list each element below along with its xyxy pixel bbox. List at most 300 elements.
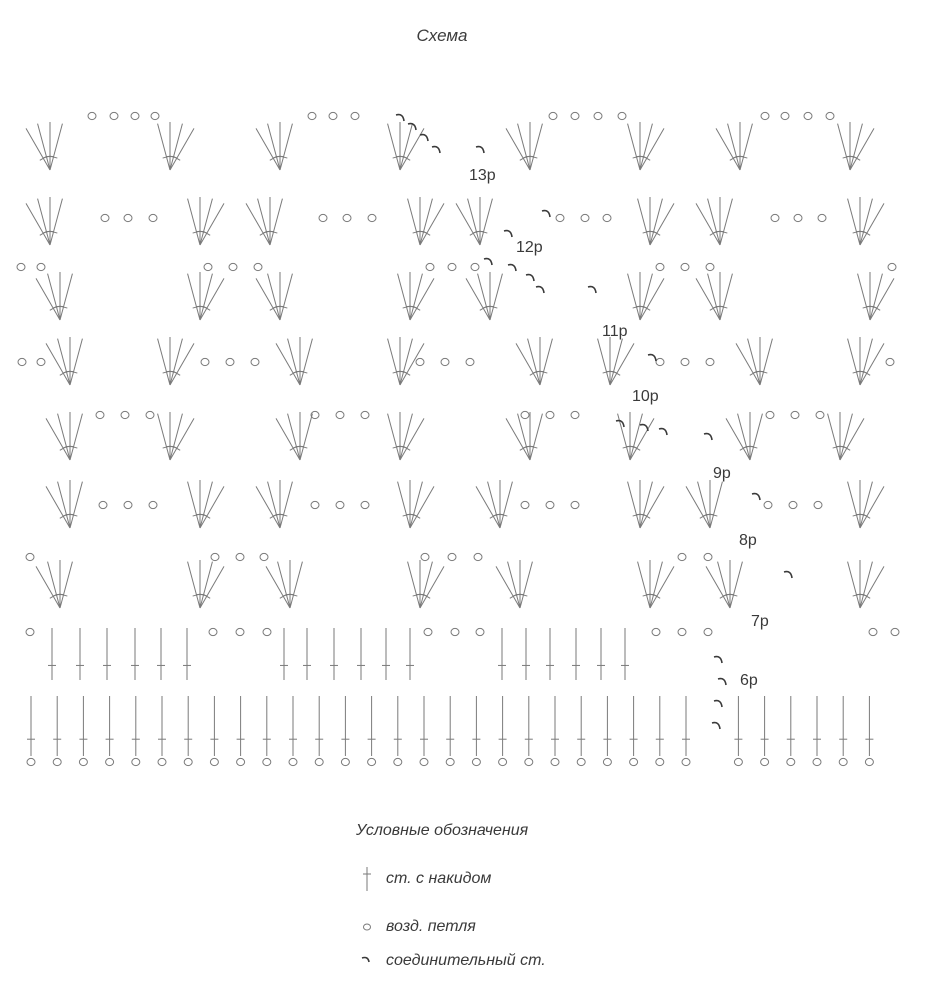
double-crochet-mark [628,124,640,170]
chain-loop-mark [581,214,589,221]
double-crochet-mark [530,414,542,460]
double-crochet-tick [203,306,210,310]
double-crochet-mark [850,128,874,170]
chain-loop-mark [814,501,822,508]
slip-stitch-mark [784,572,792,578]
double-crochet-mark [630,414,642,460]
chain-loop-mark [319,214,327,221]
double-crochet-mark [496,566,520,608]
legend-item-chain [354,914,476,940]
double-crochet-mark [200,486,224,528]
double-crochet-mark [200,274,212,320]
chain-loop-mark [311,501,319,508]
double-crochet-mark [456,203,480,245]
double-crochet-mark [650,203,674,245]
double-crochet-mark [860,482,872,528]
double-crochet-mark [750,414,762,460]
double-crochet-mark [280,482,292,528]
chain-loop-mark [441,358,449,365]
chain-loop-mark [368,758,376,765]
double-crochet-tick [643,306,650,310]
double-crochet-mark [188,274,200,320]
double-crochet-mark [520,562,532,608]
double-crochet-mark [860,199,872,245]
slip-stitch-mark [714,657,722,663]
chain-loop-mark [816,411,824,418]
chain-loop-mark [132,758,140,765]
double-crochet-mark [200,278,224,320]
double-crochet-tick [423,594,430,598]
slip-stitch-mark [484,259,492,265]
chain-loop-mark [804,112,812,119]
chain-loop-mark [124,214,132,221]
chain-loop-mark [110,112,118,119]
double-crochet-mark [200,199,212,245]
chain-loop-mark [236,628,244,635]
legend-label-chain: возд. петля [386,918,476,935]
chain-loop-mark [421,553,429,560]
chain-loop-mark [706,263,714,270]
chain-loop-mark [682,758,690,765]
chain-loop-mark [603,758,611,765]
double-crochet-tick [413,514,420,518]
double-crochet-tick [863,371,870,375]
row-label-7: 7р [751,613,769,630]
chain-loop-mark [88,112,96,119]
double-crochet-tick [873,306,880,310]
double-crochet-tick [613,371,620,375]
double-crochet-mark [686,486,710,528]
chain-loop-mark [226,358,234,365]
chain-loop-mark [451,628,459,635]
chain-loop-mark [678,553,686,560]
double-crochet-mark [398,274,410,320]
chain-loop-mark [546,411,554,418]
chain-loop-mark [551,758,559,765]
chain-loop-mark [37,358,45,365]
chain-loop-mark [229,263,237,270]
chain-loop-mark [781,112,789,119]
double-crochet-mark [398,482,410,528]
double-crochet-mark [540,339,552,385]
double-crochet-mark [170,339,182,385]
double-crochet-mark [840,418,864,460]
chain-loop-mark [315,758,323,765]
chain-loop-mark [101,214,109,221]
double-crochet-mark [50,124,62,170]
chain-loop-mark [656,358,664,365]
double-crochet-tick [633,446,640,450]
double-crochet-mark [410,274,422,320]
chain-loop-mark [131,112,139,119]
double-crochet-mark [740,124,752,170]
double-crochet-mark [488,482,500,528]
double-crochet-mark [610,339,622,385]
double-crochet-tick [413,306,420,310]
chain-loop-mark [361,501,369,508]
row-label-10: 10р [632,388,659,405]
diagram-title: Схема [416,26,468,45]
chain-loop-icon [354,914,380,940]
slip-stitch-mark [648,355,656,361]
slip-stitch-mark [526,275,534,281]
chain-loop-mark [704,553,712,560]
slip-stitch-mark [396,115,404,121]
chain-loop-mark [794,214,802,221]
double-crochet-mark [276,343,300,385]
double-crochet-mark [640,274,652,320]
chain-loop-mark [96,411,104,418]
double-crochet-mark [158,339,170,385]
double-crochet-mark [860,203,884,245]
double-crochet-mark [256,486,280,528]
double-crochet-mark [760,339,772,385]
chain-loop-mark [184,758,192,765]
double-crochet-mark [518,124,530,170]
double-crochet-mark [508,562,520,608]
chain-loop-mark [368,214,376,221]
double-crochet-tick [643,156,650,160]
double-crochet-mark [258,199,270,245]
legend-item-slip-stitch [354,948,546,974]
double-crochet-mark [848,339,860,385]
chain-loop-mark [603,214,611,221]
slip-stitch-mark [659,429,667,435]
double-crochet-mark [50,199,62,245]
double-crochet-mark [696,278,720,320]
double-crochet-mark [466,278,490,320]
double-crochet-tick [853,156,860,160]
chain-loop-mark [53,758,61,765]
double-crochet-mark [726,418,750,460]
double-crochet-mark [848,482,860,528]
double-crochet-mark [268,274,280,320]
chain-loop-mark [18,358,26,365]
double-crochet-mark [628,274,640,320]
chain-loop-mark [656,758,664,765]
double-crochet-mark [848,562,860,608]
chain-loop-mark [818,214,826,221]
double-crochet-mark [158,124,170,170]
double-crochet-mark [188,482,200,528]
chain-loop-mark [260,553,268,560]
double-crochet-tick [173,156,180,160]
double-crochet-mark [288,414,300,460]
chain-loop-mark [571,411,579,418]
double-crochet-mark [400,343,424,385]
double-crochet-mark [530,124,542,170]
chain-loop-mark [210,758,218,765]
double-crochet-mark [270,199,282,245]
double-crochet-tick [403,371,410,375]
chain-loop-mark [211,553,219,560]
double-crochet-mark [858,274,870,320]
double-crochet-mark [860,566,884,608]
double-crochet-mark [706,566,730,608]
double-crochet-mark [58,482,70,528]
double-crochet-mark [490,274,502,320]
double-crochet-mark [400,124,412,170]
chain-loop-mark [869,628,877,635]
chain-loop-mark [466,358,474,365]
chain-loop-mark [571,501,579,508]
double-crochet-mark [60,274,72,320]
double-crochet-mark [870,274,882,320]
double-crochet-mark [48,274,60,320]
chain-loop-mark [630,758,638,765]
double-crochet-mark [58,414,70,460]
double-crochet-mark [388,414,400,460]
chain-loop-mark [263,758,271,765]
double-crochet-mark [720,274,732,320]
chain-loop-mark [201,358,209,365]
double-crochet-mark [720,199,732,245]
double-crochet-mark [266,566,290,608]
double-crochet-mark [840,414,852,460]
double-crochet-tick [423,231,430,235]
slip-stitch-mark [432,147,440,153]
double-crochet-mark [170,414,182,460]
double-crochet-mark [48,562,60,608]
double-crochet-mark [188,562,200,608]
chain-loop-mark [420,758,428,765]
chain-loop-mark [839,758,847,765]
double-crochet-mark [860,562,872,608]
chain-loop-mark [448,553,456,560]
chain-loop-mark [151,112,159,119]
double-crochet-tick [863,594,870,598]
double-crochet-mark [408,562,420,608]
chain-loop-mark [79,758,87,765]
double-crochet-mark [728,124,740,170]
double-crochet-mark [38,199,50,245]
chain-loop-mark [37,263,45,270]
chain-loop-mark [336,411,344,418]
double-crochet-mark [46,343,70,385]
chain-loop-mark [681,358,689,365]
double-crochet-mark [170,343,194,385]
slip-stitch-mark [504,231,512,237]
double-crochet-mark [200,566,224,608]
double-crochet-mark [850,124,862,170]
double-crochet-mark [528,339,540,385]
chain-loop-mark [341,758,349,765]
double-crochet-mark [480,199,492,245]
double-crochet-mark [708,199,720,245]
chain-loop-mark [251,358,259,365]
chain-loop-mark [26,553,34,560]
chain-loop-mark [416,358,424,365]
row-label-13: 13р [469,167,496,184]
double-crochet-mark [46,418,70,460]
double-crochet-mark [848,199,860,245]
double-crochet-mark [650,199,662,245]
row-label-6: 6р [740,672,758,689]
double-crochet-mark [506,128,530,170]
chain-loop-mark [394,758,402,765]
slip-stitch-mark [712,723,720,729]
slip-stitch-mark [714,701,722,707]
double-crochet-mark [698,482,710,528]
double-crochet-mark [738,414,750,460]
chain-loop-mark [471,263,479,270]
double-crochet-mark [280,124,292,170]
chain-loop-mark [766,411,774,418]
double-crochet-mark [420,566,444,608]
double-crochet-mark [420,199,432,245]
chain-loop-mark [26,628,34,635]
double-crochet-mark [36,278,60,320]
double-crochet-mark [716,128,740,170]
double-crochet-tick [863,231,870,235]
chain-loop-mark [308,112,316,119]
double-crochet-mark [696,203,720,245]
slip-stitch-mark [420,135,428,141]
double-crochet-mark [170,418,194,460]
chain-loop-mark [424,628,432,635]
chain-loop-mark [254,263,262,270]
chain-loop-mark [789,501,797,508]
double-crochet-mark [518,414,530,460]
chain-loop-mark [124,501,132,508]
double-crochet-mark [38,124,50,170]
slip-stitch-icon [354,948,380,974]
chain-loop-mark [521,501,529,508]
double-crochet-mark [400,418,424,460]
chain-loop-mark [329,112,337,119]
chain-loop-mark [446,758,454,765]
double-crochet-tick [653,231,660,235]
row-label-9: 9р [713,465,731,482]
double-crochet-tick [173,446,180,450]
row-label-11: 11р [602,323,628,340]
chain-loop-mark [618,112,626,119]
slip-stitch-mark [536,287,544,293]
double-crochet-mark [468,199,480,245]
double-crochet-mark [300,414,312,460]
chain-loop-mark [204,263,212,270]
double-crochet-mark [268,124,280,170]
double-crochet-mark [516,343,540,385]
chain-loop-mark [361,411,369,418]
chain-loop-mark [761,758,769,765]
double-crochet-mark [838,124,850,170]
chain-loop-mark [472,758,480,765]
double-crochet-mark [860,339,872,385]
chain-loop-mark [525,758,533,765]
double-crochet-mark [650,562,662,608]
double-crochet-mark [860,343,884,385]
chain-loop-mark [351,112,359,119]
chain-loop-mark [706,358,714,365]
double-crochet-mark [388,124,400,170]
chain-loop-mark [704,628,712,635]
double-crochet-mark [408,199,420,245]
double-crochet-mark [170,124,182,170]
double-crochet-tick [403,446,410,450]
double-crochet-tick [403,156,410,160]
chain-loop-mark [237,758,245,765]
double-crochet-tick [843,446,850,450]
chain-loop-mark [556,214,564,221]
chain-loop-mark [787,758,795,765]
slip-stitch-mark [752,494,760,500]
double-crochet-mark [70,482,82,528]
double-crochet-mark [410,278,434,320]
double-crochet-mark [650,566,674,608]
double-crochet-mark [288,339,300,385]
double-crochet-mark [718,562,730,608]
row-label-12: 12р [516,239,543,256]
slip-stitch-mark [542,211,550,217]
chain-loop-mark [734,758,742,765]
double-crochet-mark [640,128,664,170]
chain-loop-mark [577,758,585,765]
double-crochet-mark [200,482,212,528]
chain-loop-mark [106,758,114,765]
chain-loop-mark [236,553,244,560]
double-crochet-mark [200,203,224,245]
chain-loop-mark [336,501,344,508]
double-crochet-mark [638,562,650,608]
double-crochet-mark [640,482,652,528]
double-crochet-tick [203,594,210,598]
double-crochet-mark [36,566,60,608]
chain-loop-mark [656,263,664,270]
double-crochet-mark [420,562,432,608]
double-crochet-mark [500,482,512,528]
row-label-8: 8р [739,532,757,549]
double-crochet-mark [736,343,760,385]
chain-loop-mark [289,758,297,765]
double-crochet-mark [26,128,50,170]
double-crochet-mark [476,486,500,528]
double-crochet-mark [256,128,280,170]
chain-loop-mark [448,263,456,270]
chain-loop-mark [209,628,217,635]
double-crochet-tick [173,371,180,375]
double-crochet-mark [280,274,292,320]
double-crochet-mark [860,486,884,528]
double-crochet-tick [203,231,210,235]
slip-stitch-mark [476,147,484,153]
double-crochet-mark [410,486,434,528]
double-crochet-tick [863,514,870,518]
double-crochet-tick [653,594,660,598]
double-crochet-mark [26,203,50,245]
double-crochet-mark [730,562,742,608]
double-crochet-mark [410,482,422,528]
double-crochet-mark [388,339,400,385]
chain-loop-mark [99,501,107,508]
double-crochet-mark [256,278,280,320]
chain-loop-mark [476,628,484,635]
chain-loop-mark [263,628,271,635]
double-crochet-mark [290,562,302,608]
double-crochet-mark [188,199,200,245]
chain-loop-mark [813,758,821,765]
double-crochet-mark [58,339,70,385]
legend-label-double-crochet: ст. с накидом [386,870,492,887]
double-crochet-mark [400,339,412,385]
chain-loop-mark [681,263,689,270]
slip-stitch-mark [718,679,726,685]
double-crochet-mark [276,418,300,460]
chain-loop-mark [771,214,779,221]
chain-loop-mark [146,411,154,418]
slip-stitch-mark [588,287,596,293]
chain-loop-mark [149,501,157,508]
